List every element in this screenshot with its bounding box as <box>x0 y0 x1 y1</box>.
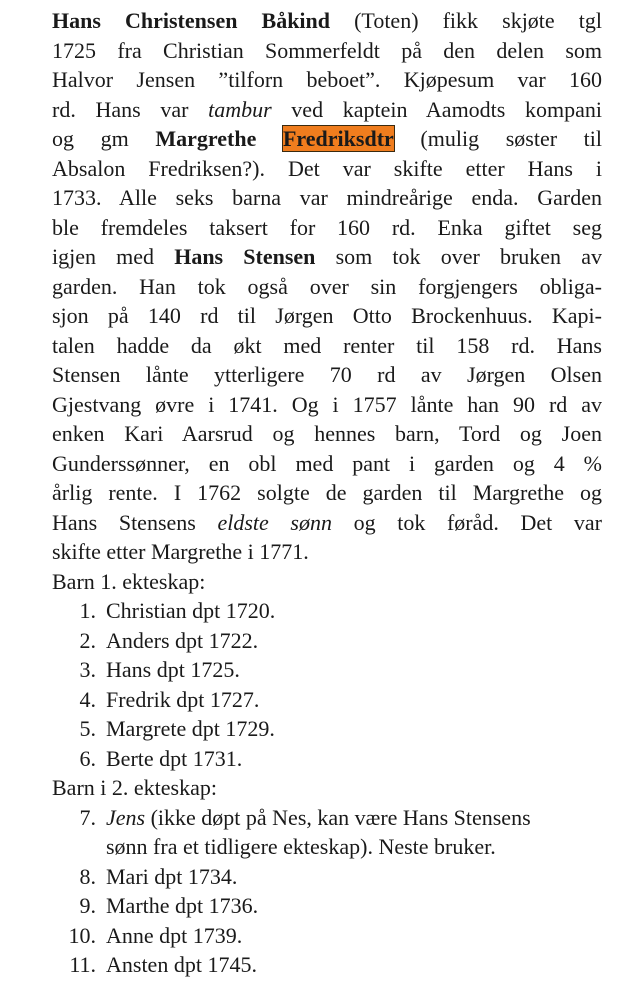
child-text: Mari dpt 1734. <box>106 863 238 889</box>
child-text: Anne dpt 1739. <box>106 922 243 948</box>
child-text: Ansten dpt 1745. <box>106 952 257 977</box>
paragraph-line <box>52 242 602 272</box>
paragraph-line <box>52 95 602 125</box>
paragraph-line <box>52 419 602 449</box>
text-run: Absalon Fredriksen?). Det var skifte etter Hans i <box>52 155 602 181</box>
child-number: 7. <box>79 804 96 830</box>
paragraph-line <box>52 508 602 538</box>
child-number: 11. <box>69 952 96 977</box>
text-run: 1733. Alle seks barna var mindreårige enda. Garden <box>52 185 602 210</box>
bold-name: Hans Stensen <box>174 244 316 269</box>
child-number: 3. <box>79 657 96 682</box>
paragraph-line <box>52 183 602 213</box>
text-run: 1725 fra Christian Sommerfeldt på den delen som <box>52 37 602 63</box>
text-run: Hans Stensens <box>52 509 218 535</box>
child-list-item <box>52 685 602 715</box>
paragraph-line <box>52 6 602 36</box>
child-text: Fredrik dpt 1727. <box>106 686 260 712</box>
text-run: ved kaptein Aamodts kompani <box>271 96 602 122</box>
child-number: 6. <box>79 745 96 771</box>
paragraph-line <box>52 301 602 331</box>
text-run: igjen med <box>52 244 175 269</box>
text-run: årlig rente. I 1762 solgte de garden til Margrethe og <box>52 480 602 505</box>
child-number: 4. <box>79 686 96 712</box>
child-number: 1. <box>79 598 96 623</box>
text-run: Halvor Jensen ”tilforn beboet”. Kjøpesum var 160 <box>52 67 602 92</box>
child-text: Marthe dpt 1736. <box>106 893 259 918</box>
paragraph-line <box>52 478 602 508</box>
child-number: 10. <box>68 922 96 948</box>
paragraph-line <box>52 331 602 361</box>
child-list-item <box>52 950 602 980</box>
text-run: (mulig søster til <box>393 126 602 151</box>
paragraph-line <box>52 213 602 243</box>
child-text: Hans dpt 1725. <box>106 657 240 682</box>
paragraph-line <box>52 537 602 567</box>
text-run: som tok over bruken av <box>315 244 602 269</box>
child-list-item <box>52 596 602 626</box>
paragraph-line <box>52 65 602 95</box>
child-note-line2: sønn fra et tidligere ekteskap). Neste bruker. <box>106 834 496 859</box>
bold-name: Hans Christensen Båkind <box>52 8 331 33</box>
text-run <box>256 126 283 151</box>
child-name-italic: Jens <box>106 804 146 830</box>
child-number: 2. <box>79 627 96 653</box>
paragraph-line <box>52 124 602 154</box>
child-number: 9. <box>79 893 96 918</box>
text-run: skifte etter Margrethe i 1771. <box>52 539 309 564</box>
text-run: enken Kari Aarsrud og hennes barn, Tord og Joen <box>52 421 602 446</box>
text-run: talen hadde da økt med renter til 158 rd. Hans <box>52 332 602 358</box>
child-text: Anders dpt 1722. <box>106 627 259 653</box>
child-list-item <box>52 714 602 744</box>
paragraph-line <box>52 154 602 184</box>
highlighted-name: Fredriksdtr <box>282 126 394 151</box>
italic-term: tambur <box>208 96 272 122</box>
paragraph-line <box>52 36 602 66</box>
child-note-line1: (ikke døpt på Nes, kan være Hans Stensens <box>145 804 531 830</box>
text-run: og tok føråd. Det var <box>331 509 602 535</box>
text-run: Stensen lånte ytterligere 70 rd av Jørgen Olsen <box>52 362 602 387</box>
bold-name: Margrethe <box>155 126 257 151</box>
marriage2-heading: Barn i 2. ekteskap: <box>52 775 217 800</box>
child-number: 8. <box>79 863 96 889</box>
text-run: ble fremdeles taksert for 160 rd. Enka giftet seg <box>52 214 602 240</box>
marriage2-children-list <box>52 803 602 980</box>
child-text: Christian dpt 1720. <box>106 598 276 623</box>
marriage1-heading: Barn 1. ekteskap: <box>52 568 206 594</box>
child-list-item <box>52 626 602 656</box>
text-run: rd. Hans var <box>52 96 209 122</box>
text-run: garden. Han tok også over sin forgjengers obliga- <box>52 273 602 299</box>
text-run: og gm <box>52 126 156 151</box>
child-list-item <box>52 803 602 862</box>
child-list-item <box>52 655 602 685</box>
farm-history-paragraph <box>52 6 602 567</box>
marriage1-children-list <box>52 596 602 773</box>
italic-term: eldste sønn <box>217 509 332 535</box>
child-list-item <box>52 891 602 921</box>
child-list-item <box>52 744 602 774</box>
paragraph-line <box>52 449 602 479</box>
child-text: Berte dpt 1731. <box>106 745 243 771</box>
paragraph-line <box>52 272 602 302</box>
text-run: Gjestvang øvre i 1741. Og i 1757 lånte han 90 rd av <box>52 391 602 417</box>
child-number: 5. <box>79 716 96 741</box>
child-list-item <box>52 921 602 951</box>
document-page <box>52 6 602 980</box>
child-text: Margrete dpt 1729. <box>106 716 275 741</box>
paragraph-line <box>52 390 602 420</box>
text-run: sjon på 140 rd til Jørgen Otto Brockenhuus. Kapi- <box>52 303 602 328</box>
paragraph-line <box>52 360 602 390</box>
text-run: (Toten) fikk skjøte tgl <box>330 8 602 33</box>
text-run: Gunderssønner, en obl med pant i garden og 4 % <box>52 450 602 476</box>
child-list-item <box>52 862 602 892</box>
